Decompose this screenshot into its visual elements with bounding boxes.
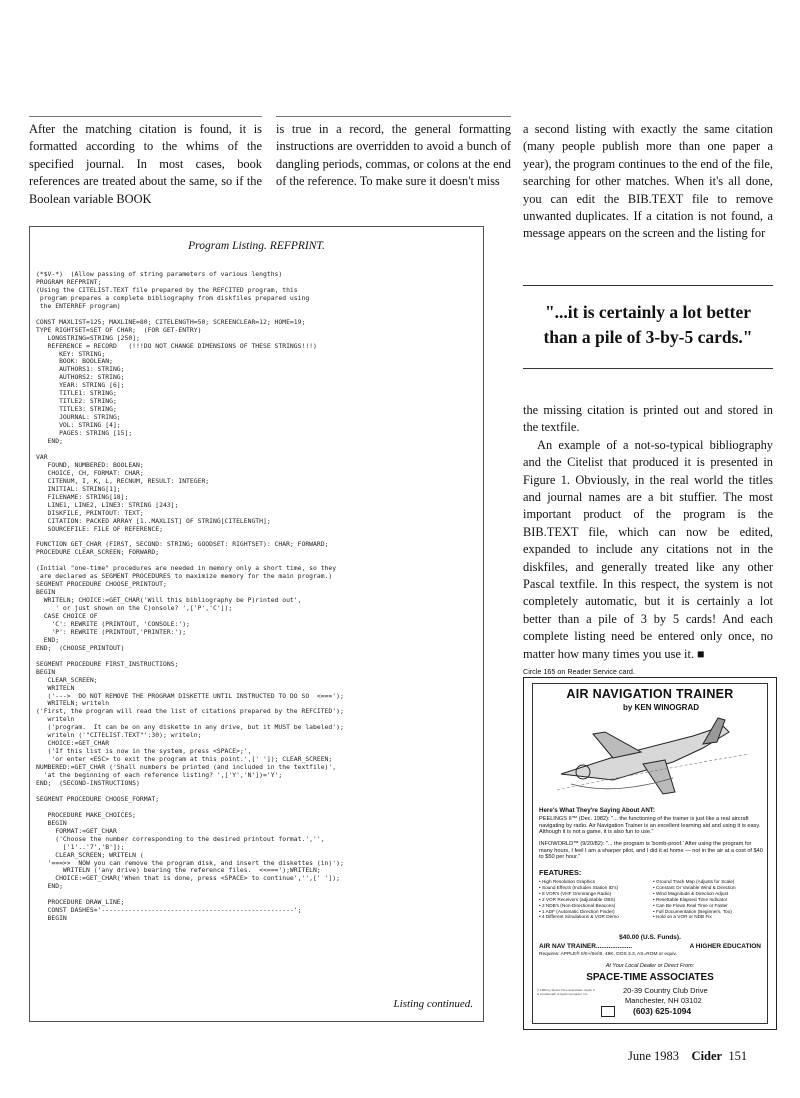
feature-item: • Constant Or Variable Wind & Direction xyxy=(653,884,736,890)
reader-service-note: Circle 165 on Reader Service card. xyxy=(523,667,635,676)
listing-title: Program Listing. REFPRINT. xyxy=(188,240,325,252)
article-paragraph: is true in a record, the general formatting instructions are overridden to avoid a bunch of dangling periods, commas, or colons at the end of the reference. To make sure it doesn't miss xyxy=(276,122,511,189)
feature-item: • Resettable Elapsed Time Indicator xyxy=(653,896,728,902)
article-column-1 xyxy=(29,121,262,208)
ad-phone: (603) 625-1094 xyxy=(633,1006,692,1016)
ad-address-line: Manchester, NH 03102 xyxy=(625,996,702,1005)
ad-features-heading: FEATURES: xyxy=(539,868,582,877)
article-column-2 xyxy=(276,121,511,191)
ad-testimonial: PEELINGS II™ (Dec. 1982): "... the functioning of the trainer is just like a real aircraft navigating by radio. Air Navigation Trainer is an excellent learning aid and using it is easy. Although it is not a game, it is also fun to use." xyxy=(539,816,761,835)
page-footer xyxy=(628,1049,747,1064)
feature-item: • Can Be Flown Real Time or Faster xyxy=(653,902,728,908)
ad-author: by KEN WINOGRAD xyxy=(623,703,699,712)
article-paragraph: After the matching citation is found, it is formatted according to the whims of the specified journal. In most cases, book references are treated about the same, so if the Boolean variable BOOK xyxy=(29,122,262,206)
column-rule-2 xyxy=(276,116,511,117)
credit-card-icon xyxy=(601,1006,615,1017)
feature-item: • Full Documentation (Beginners, Too) xyxy=(653,908,732,914)
feature-item: • High Resolution Graphics xyxy=(539,879,596,884)
ad-testimonial-heading: Here's What They're Saying About ANT: xyxy=(539,807,655,814)
listing-code: (*$V-*) (Allow passing of string parameters of various lengths) PROGRAM REFPRINT; (Using the CITELIST.TEXT file prepared by the REFCITED program, this program prepares a complete bibliography from diskfiles prepared using the ENTERREF program) CONST MAXLIST=125; MAXLINE=80; CITELENGTH=50; SCREENCLEAR=12; HOME=19; TYPE RIGHTSET=SET OF CHAR; (FOR GET-ENTRY) LONGSTRING=STRING [250]; REFERENCE = RECORD (!!!DO NOT CHANGE DIMENSIONS OF THESE STRINGS!!!) KEY: STRING; BOOK: BOOLEAN; AUTHORS1: STRING; AUTHORS2: STRING; YEAR: STRING [6]; TITLE1: STRING; TITLE2: STRING; TITLE3: STRING; JOURNAL: STRING; VOL: STRING [4]; PAGES: STRING [15]; END; VAR FOUND, NUMBERED: BOOLEAN; CHOICE, CH, FORMAT: CHAR; CITENUM, I, K, L, RECNUM, RESULT: INTEGER; INITIAL: STRING[1]; FILENAME: STRING[18]; LINE1, LINE2, LINE3: STRING [243]; DISKFILE, PRINTOUT: TEXT; CITATION: PACKED ARRAY [1..MAXLIST] OF STRING[CITELENGTH]; SOURCEFILE: FILE OF REFERENCE; FUNCTION GET_CHAR (FIRST, SECOND: STRING; GOODSET: RIGHTSET): CHAR; FORWARD; PROCEDURE CLEAR_SCREEN; FORWARD; (Initial "one-time" procedures are needed in memory only a short time, so they are declared as SEGMENT PROCEDURES to maximize memory for the main program.) SEGMENT PROCEDURE CHOOSE_PRINTOUT; BEGIN WRITELN; CHOICE:=GET_CHAR('Will this bibliography be P)rinted out', ' or just shown on the C)onsole? ',['P','C']); CASE CHOICE OF 'C': REWRITE (PRINTOUT, 'CONSOLE:'); 'P': REWRITE (PRINTOUT,'PRINTER:'); END; END; (CHOOSE_PRINTOUT) SEGMENT PROCEDURE FIRST_INSTRUCTIONS; BEGIN CLEAR_SCREEN; WRITELN ('---> DO NOT REMOVE THE PROGRAM DISKETTE UNTIL INSTRUCTED TO DO SO <==='); WRITELN; writeln ('First, the program will read the list of citations prepared by the REFCITED'); writeln ('program. It can be on any diskette in any drive, but it MUST be labeled'); writeln ('"CITELIST.TEXT"':30); writeln; CHOICE:=GET_CHAR ('If this list is now in the system, press <SPACE>;', 'or enter <ESC> to exit the program at this point.',[' ']); CLEAR_SCREEN; NUMBERED:=GET_CHAR ('Shall numbers be printed (and included in the textfile)', 'at the beginning of each reference listing? ',['Y','N'])='Y'; END; (SECOND-INSTRUCTIONS) SEGMENT PROCEDURE CHOOSE_FORMAT; PROCEDURE MAKE_CHOICES; BEGIN FORMAT:=GET_CHAR ('Choose the number corresponding to the desired printout format.','', ['1'..'7','B']); CLEAR_SCREEN; WRITELN ( '===>> NOW you can remove the program disk, and insert the diskettes (in)'); WRITELN ('any drive) bearing the reference files. <<===');WRITELN; CHOICE:=GET_CHAR('When that is done, press <SPACE> to continue','',[' ']); END; PROCEDURE DRAW_LINE; CONST DASHES='--------------------------------------------------'; BEGIN xyxy=(36,271,344,923)
advertisement xyxy=(523,677,777,1030)
feature-item: • Sound Effects (Includes Station ID's) xyxy=(539,884,619,890)
ad-frame xyxy=(532,683,768,1024)
feature-item: • 8 VOR's (VHF Omnirange Radio) xyxy=(539,890,612,896)
ad-company-name: SPACE-TIME ASSOCIATES xyxy=(586,972,714,983)
feature-item: • 4 Different Simulations & VOR Demo xyxy=(539,914,619,920)
ad-title: AIR NAVIGATION TRAINER xyxy=(566,687,734,701)
article-column-3 xyxy=(523,121,773,243)
article-column-3-continued xyxy=(523,402,773,663)
pull-quote-text: "...it is certainly a lot better than a pile of 3-by-5 cards." xyxy=(543,302,753,347)
article-paragraph: a second listing with exactly the same citation (many people publish more than one paper a year), the program continues to the end of the file, searching for other matches. When it's all done, you can edit the BIB.TEXT file to remove unwanted duplicates. If a citation is not found, a message appears on the screen and the listing for xyxy=(523,122,773,241)
pull-quote xyxy=(523,285,773,369)
feature-item: • 2 VOR Receivers (adjustable OBS) xyxy=(539,896,616,902)
ad-requirements: Requires: APPLE® II/II+/IIe/III, 48K, DOS 3.3, AS=ROM or equiv. xyxy=(539,952,677,957)
feature-item: • Wind Magnitude & Direction Adjust xyxy=(653,890,729,896)
footer-magazine: Cider xyxy=(691,1049,723,1063)
ad-features-right xyxy=(653,879,765,920)
article-paragraph: the missing citation is printed out and stored in the textfile. xyxy=(523,403,773,435)
ad-dealer-line: At Your Local Dealer or Direct From: xyxy=(605,963,695,969)
feature-item: • 2 NDB's (Non-Directional Beacons) xyxy=(539,902,616,908)
footer-date: June 1983 xyxy=(628,1049,680,1063)
ad-address-line: 20-39 Country Club Drive xyxy=(623,986,708,995)
feature-item: • 1 ADF (Automatic Direction Finder) xyxy=(539,908,615,914)
footer-page-number: 151 xyxy=(728,1049,748,1063)
listing-continued-note: Listing continued. xyxy=(393,998,473,1010)
program-listing-box xyxy=(29,226,484,1022)
column-rule-1 xyxy=(29,116,262,117)
feature-item: • Hold on a VOR or NDB Fix xyxy=(653,914,712,920)
ad-order-line: AIR NAV TRAINER.................... xyxy=(539,943,633,950)
ad-fine-print: © 1982 by Space-Time Associates. Apple II is a trademark of Apple Computer, Inc. xyxy=(537,988,595,996)
airplane-illustration xyxy=(553,714,753,802)
ad-testimonial: INFOWORLD™ (9/20/82): "... the program is 'bomb-proof.' After using the program for many hours, I feel I am a sharper pilot, and I did it at home — not in the air at a cost of $40 to $50 per hour." xyxy=(539,841,763,860)
article-paragraph: An example of a not-so-typical bibliography and the Citelist that produced it is presented in Figure 1. Obviously, in the real world the titles and journal names are a bit stuffier. The most important product of the program is the BIB.TEXT file, which can now be edited, expanded to include any citations not in the diskfiles, and generally treated like any other Pascal textfile. In this respect, the system is not completely automatic, but it is certainly a lot better than a pile of 3 by 5 cards! And each complete listing need be entered only once, no matter how many times you use it. ■ xyxy=(523,437,773,661)
feature-item: • Ground Track Map (Adjusts for Scale) xyxy=(653,879,735,884)
ad-price: $40.00 (U.S. Funds). xyxy=(619,934,681,941)
ad-features-left xyxy=(539,879,651,920)
ad-order-line-right: A HIGHER EDUCATION xyxy=(689,943,761,950)
